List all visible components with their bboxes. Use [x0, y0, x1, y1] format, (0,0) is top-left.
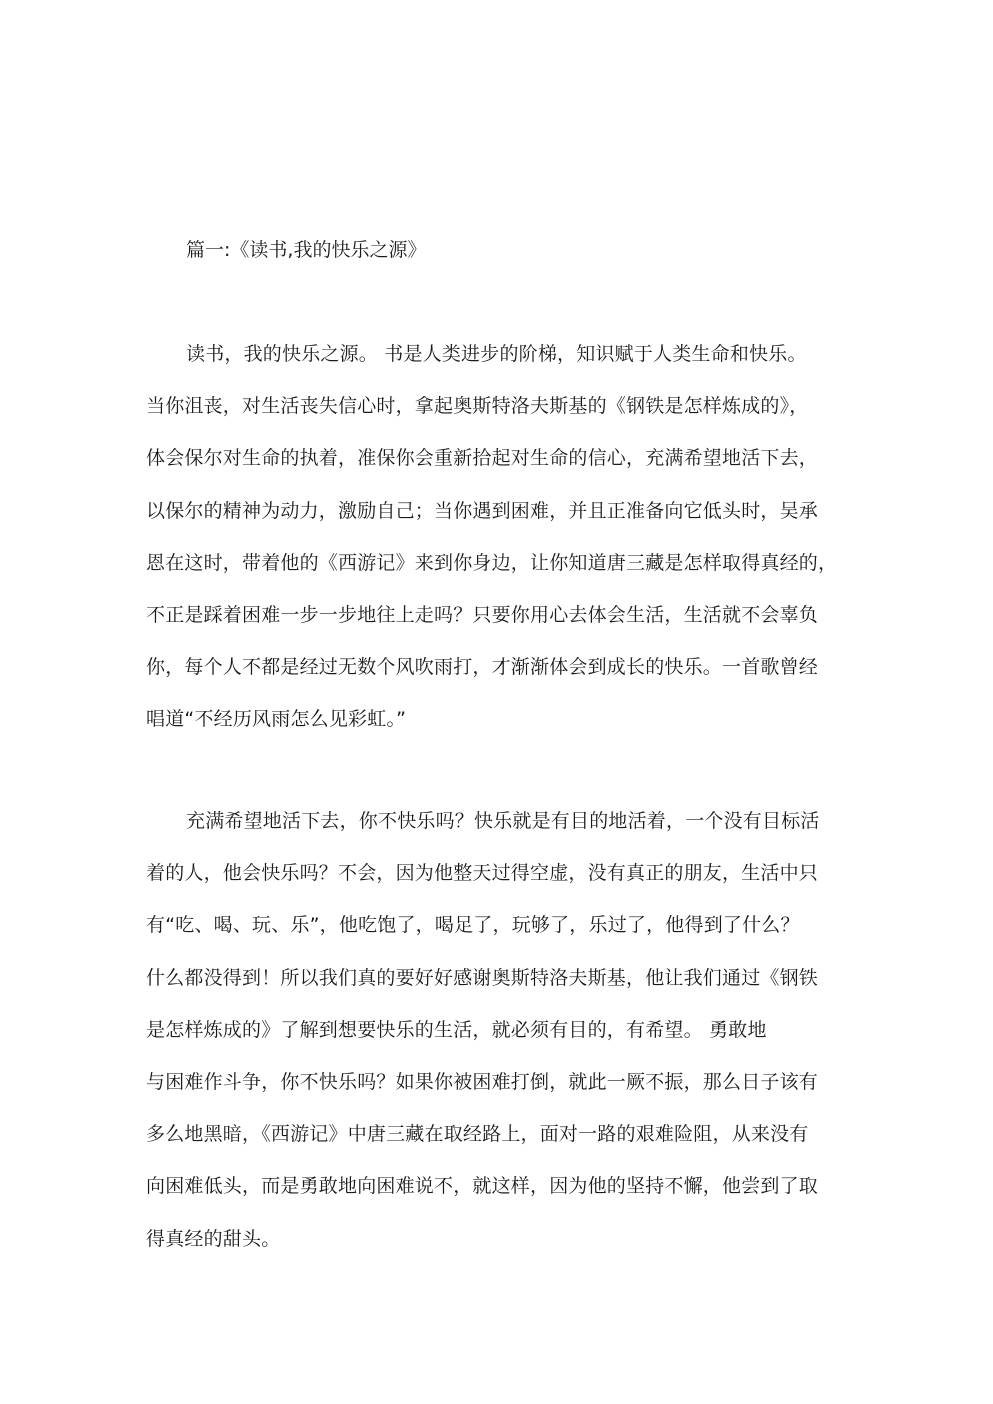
paragraph-line: 不正是踩着困难一步一步地往上走吗？只要你用心去体会生活，生活就不会辜负	[146, 603, 819, 626]
paragraph-line: 得真经的甜头。	[146, 1227, 281, 1250]
paragraph-line: 有“吃、喝、玩、乐”，他吃饱了，喝足了，玩够了，乐过了，他得到了什么？	[146, 914, 800, 937]
paragraph-line: 恩在这时，带着他的《西游记》来到你身边，让你知道唐三藏是怎样取得真经的，	[146, 551, 838, 574]
document-title: 篇一:《读书,我的快乐之源》	[186, 239, 427, 261]
paragraph-line: 你，每个人不都是经过无数个风吹雨打，才渐渐体会到成长的快乐。一首歌曾经	[146, 656, 819, 679]
paragraph-line: 当你沮丧，对生活丧失信心时，拿起奥斯特洛夫斯基的《钢铁是怎样炼成的》，	[146, 395, 809, 418]
paragraph-1	[146, 336, 866, 754]
paragraph-line: 多么地黑暗，《西游记》中唐三藏在取经路上，面对一路的艰难险阻，从来没有	[146, 1123, 809, 1146]
paragraph-line: 唱道“不经历风雨怎么见彩虹。”	[146, 708, 407, 731]
paragraph-line: 什么都没得到！所以我们真的要好好感谢奥斯特洛夫斯基，他让我们通过《钢铁	[146, 966, 819, 989]
paragraph-2	[146, 803, 866, 1273]
paragraph-line: 以保尔的精神为动力，激励自己；当你遇到困难，并且正准备向它低头时，吴承	[146, 499, 819, 522]
paragraph-line: 与困难作斗争，你不快乐吗？如果你被困难打倒，就此一厥不振，那么日子该有	[146, 1070, 819, 1093]
paragraph-line: 是怎样炼成的》了解到想要快乐的生活，就必须有目的，有希望。 勇敢地	[146, 1018, 767, 1041]
paragraph-line: 着的人，他会快乐吗？不会，因为他整天过得空虚，没有真正的朋友，生活中只	[146, 862, 819, 885]
paragraph-line: 体会保尔对生命的执着，准保你会重新拾起对生命的信心，充满希望地活下去，	[146, 447, 819, 470]
paragraph-line: 向困难低头，而是勇敢地向困难说不，就这样，因为他的坚持不懈，他尝到了取	[146, 1175, 819, 1198]
paragraph-line: 充满希望地活下去，你不快乐吗？快乐就是有目的地活着，一个没有目标活	[186, 810, 820, 832]
paragraph-line: 读书，我的快乐之源。 书是人类进步的阶梯，知识赋于人类生命和快乐。	[186, 343, 807, 365]
